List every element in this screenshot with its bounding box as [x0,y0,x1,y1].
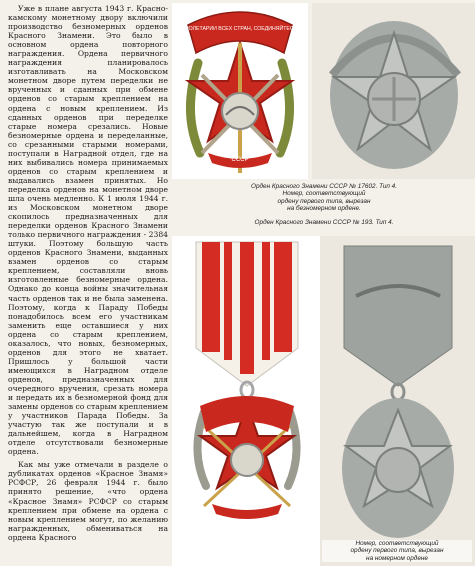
caption-line: на номерном ордене [366,554,428,562]
caption-line: Орден Красного Знамени СССР № 17602. Тип 4. [251,183,397,190]
second-caption-line [176,219,472,226]
order-red-banner-with-ribbon-back-image [320,236,475,566]
article-paragraph: Уже в плане августа 1943 г. Красно-камскому монетному двору включили производство безномерных орденов Красного Знамени. Это было в основном ордена повторного награждения. Ордена первичного награждения планировалось изготавливать на Московском монетном дворе путем переделки не врученных и сданных при обмене орденов со старым креплением на ордена с новым креплением. Из сданных орденов при переделке старые номера срезались. Новые безномерные ордена и переделанные, со срезанными старыми номерами, поступали в Наградной отдел, где на них выбивались номера принимаемых орденов со старым креплением и выдавались взамен принятых. Но переделка орденов на монетном дворе шла очень медленно. К 1 июля 1944 г. из Московском монетном дворе скопилось предназначенных для переделки орденов Красного Знамени только первичного награждения - 2384 штуки. Поэтому большую часть орденов Красного Знамени, выданных взамен орденов со старым креплением, составляли вновь изготовленные безномерные ордена. Однако до конца войны значительная часть орденов так и не была заменена. Поэтому, когда к Параду Победы понадобилось всем его участникам заменить еще оставшиеся у них ордена со старым креплением, оказалось, что новых, безномерных, орденов для этого не хватает. Пришлось у большой части имеющихся в Наградном отделе орденов, предназначенных для очередного вручения, срезать номера и передать их в безномерной фонд для замены орденов со старым креплением у участников Парада Победы. За участую так же поступали и в дальнейшем, когда в Наградном отделе отсутствовали безномерные ордена. [8,4,168,457]
caption-line: ордену первого типа, вырезан [277,197,371,205]
bottom-caption-block [322,540,472,562]
top-caption-block [176,183,472,212]
order-red-banner-back-image [312,3,475,179]
article-paragraph: Как мы уже отмечали в разделе о дубликатах орденов «Красное Знамя» РСФСР, 26 февраля 1944 г. было принято решение, «что ордена «Красное Знамя» РСФСР со старым креплением при обмене на ордена с новым креплением могут, по желанию награжденных, обмениваться на ордена Красного [8,460,168,542]
order-red-banner-with-ribbon-front-photo [172,236,322,566]
order-red-banner-with-ribbon-front-image [172,236,322,566]
order-red-banner-front-photo [172,3,308,179]
medal-ussr-label: СССР [231,157,249,163]
caption-line: ордену первого типа, вырезан [350,547,444,555]
article-text-column [8,4,168,566]
caption-line: Номер, соответствующий [282,190,366,198]
caption-line: Орден Красного Знамени СССР № 193. Тип 4. [254,219,394,226]
medal-banner-slogan: ПРОЛЕТАРИИ ВСЕХ СТРАН, СОЕДИНЯЙТЕСЬ! [181,26,299,32]
order-red-banner-back-photo [312,3,475,179]
caption-line: Номер, соответствующий [355,540,439,547]
order-red-banner-front-image [172,3,308,179]
caption-line: на безномерном ордене. [287,204,361,212]
order-red-banner-with-ribbon-back-photo [320,236,475,566]
